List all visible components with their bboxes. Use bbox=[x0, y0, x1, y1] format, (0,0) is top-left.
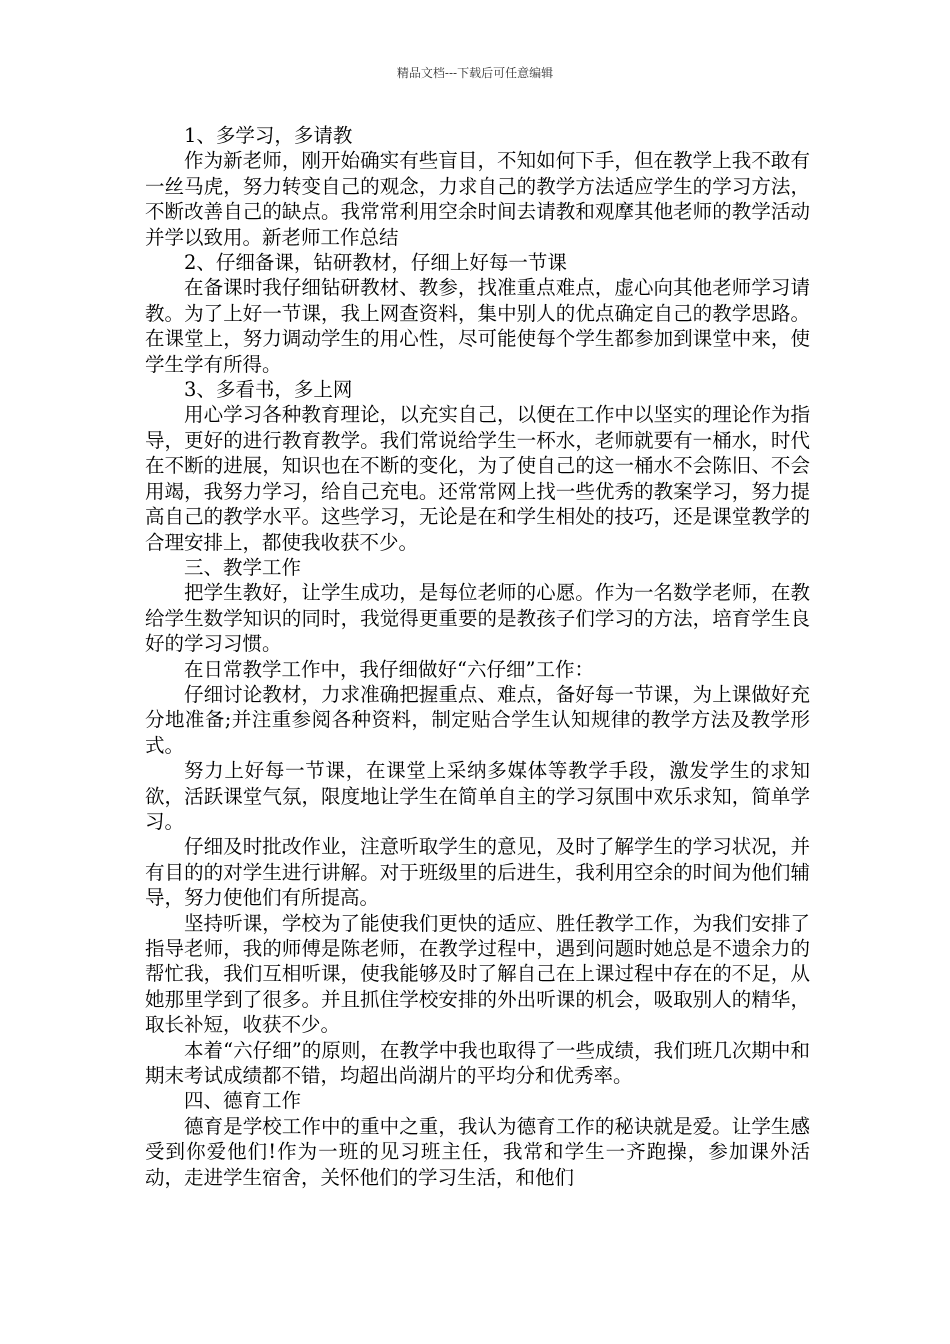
paragraph: 努力上好每一节课，在课堂上采纳多媒体等教学手段，激发学生的求知欲，活跃课堂气氛，限度地让学生在简单自主的学习氛围中欢乐求知，简单学习。 bbox=[145, 759, 810, 833]
paragraph: 仔细及时批改作业，注意听取学生的意见，及时了解学生的学习状况，并有目的的对学生进行讲解。对于班级里的后进生，我利用空余的时间为他们辅导，努力使他们有所提高。 bbox=[145, 835, 810, 910]
section-heading: 四、德育工作 bbox=[184, 1089, 302, 1113]
document-body bbox=[145, 123, 810, 1190]
paragraph: 本着“六仔细”的原则，在教学中我也取得了一些成绩，我们班几次期中和期末考试成绩都不错，均超出尚湖片的平均分和优秀率。 bbox=[145, 1038, 810, 1088]
paragraph: 仔细讨论教材，力求准确把握重点、难点，备好每一节课，为上课做好充分地准备;并注重参阅各种资料，制定贴合学生认知规律的教学方法及教学形式。 bbox=[145, 682, 810, 757]
paragraph: 作为新老师，刚开始确实有些盲目，不知如何下手，但在教学上我不敢有一丝马虎，努力转变自己的观念，力求自己的教学方法适应学生的学习方法，不断改善自己的缺点。我常常利用空余时间去请教和观摩其他老师的教学活动并学以致用。新老师工作总结 bbox=[145, 149, 810, 249]
section-heading: 1、多学习，多请教 bbox=[184, 124, 353, 147]
page-header: 精品文档---下载后可任意编辑 bbox=[396, 66, 554, 80]
section-heading: 2、仔细备课，钻研教材，仔细上好每一节课 bbox=[184, 251, 567, 275]
paragraph: 在日常教学工作中，我仔细做好“六仔细”工作： bbox=[184, 657, 594, 681]
paragraph: 坚持听课，学校为了能使我们更快的适应、胜任教学工作，为我们安排了指导老师，我的师傅是陈老师，在教学过程中，遇到问题时她总是不遗余力的帮忙我，我们互相听课，使我能够及时了解自己在上课过程中存在的不足，从她那里学到了很多。并且抓住学校安排的外出听课的机会，吸取别人的精华，取长补短，收获不少。 bbox=[145, 911, 810, 1037]
paragraph: 用心学习各种教育理论，以充实自己，以便在工作中以坚实的理论作为指导，更好的进行教育教学。我们常说给学生一杯水，老师就要有一桶水，时代在不断的进展，知识也在不断的变化，为了使自己的这一桶水不会陈旧、不会用竭，我努力学习，给自己充电。还常常网上找一些优秀的教案学习，努力提高自己的教学水平。这些学习，无论是在和学生相处的技巧，还是课堂教学的合理安排上，都使我收获不少。 bbox=[145, 403, 810, 554]
paragraph: 德育是学校工作中的重中之重，我认为德育工作的秘诀就是爱。让学生感受到你爱他们!作为一班的见习班主任，我常和学生一齐跑操，参加课外活动，走进学生宿舍，关怀他们的学习生活，和他们 bbox=[145, 1114, 810, 1189]
section-heading: 3、多看书，多上网 bbox=[184, 378, 353, 402]
paragraph: 把学生教好，让学生成功，是每位老师的心愿。作为一名数学老师，在教给学生数学知识的同时，我觉得更重要的是教孩子们学习的方法，培育学生良好的学习习惯。 bbox=[145, 581, 810, 656]
paragraph: 在备课时我仔细钻研教材、教参，找准重点难点，虚心向其他老师学习请教。为了上好一节课，我上网查资料，集中别人的优点确定自己的教学思路。在课堂上，努力调动学生的用心性，尽可能使每个学生都参加到课堂中来，使学生学有所得。 bbox=[145, 276, 810, 376]
section-heading: 三、教学工作 bbox=[184, 555, 302, 579]
